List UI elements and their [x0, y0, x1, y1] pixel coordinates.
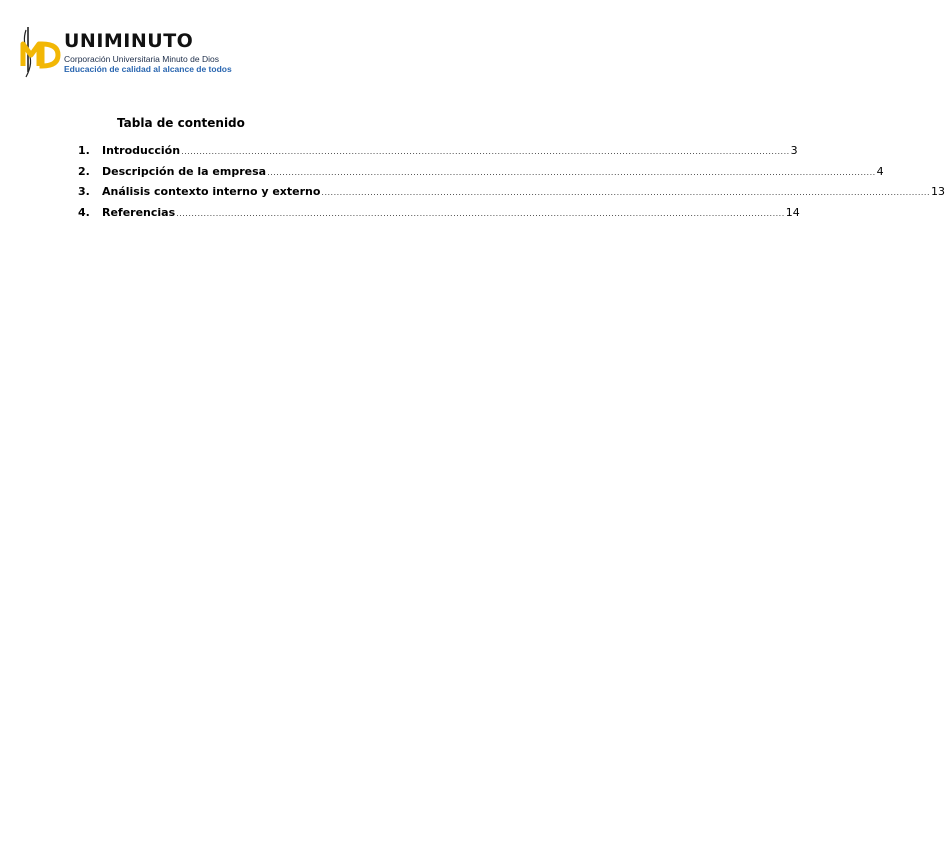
toc-entry-label[interactable]: Introducción: [102, 144, 181, 157]
toc-entry[interactable]: [78, 185, 945, 207]
toc-entry-label[interactable]: Análisis contexto interno y externo: [102, 185, 321, 198]
toc-dot-leader: ........................................................................................................................................................................................................: [181, 147, 790, 156]
toc-entry-label[interactable]: Referencias: [102, 205, 176, 219]
logo-tagline: Educación de calidad al alcance de todos: [64, 64, 232, 74]
toc-entry-number: 2.: [78, 164, 90, 178]
logo-subtitle: Corporación Universitaria Minuto de Dios: [64, 54, 219, 64]
toc-entry-page[interactable]: 14: [785, 205, 800, 219]
toc-entry[interactable]: [78, 164, 884, 187]
toc-entry-page[interactable]: 3: [790, 144, 798, 157]
toc-dot-leader: ........................................................................................................................................................................................................: [176, 208, 785, 218]
toc-dot-leader: ........................................................................................................................................................................................................: [267, 167, 876, 177]
toc-entry[interactable]: [78, 205, 800, 228]
table-of-contents: [78, 144, 945, 227]
toc-entry-label[interactable]: Descripción de la empresa: [102, 164, 267, 178]
toc-entry-number: 3.: [78, 185, 90, 198]
toc-entry[interactable]: [78, 144, 798, 166]
toc-entry-page[interactable]: 13: [931, 185, 945, 198]
md-emblem-icon: [20, 22, 64, 80]
toc-entry-page[interactable]: 4: [876, 164, 884, 178]
toc-title: Tabla de contenido: [117, 116, 245, 130]
toc-entry-number: 4.: [78, 205, 90, 219]
toc-entry-number: 1.: [78, 144, 90, 157]
toc-dot-leader: ........................................................................................................................................................................................................: [321, 188, 931, 197]
logo-wordmark: UNIMINUTO: [64, 30, 194, 52]
uniminuto-logo: [20, 22, 260, 80]
